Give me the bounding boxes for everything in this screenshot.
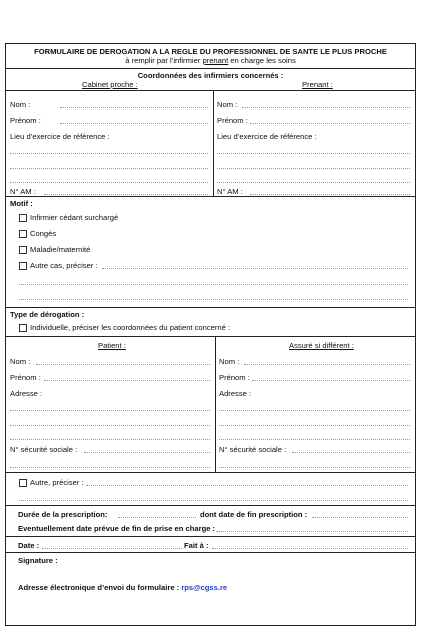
subtitle-underlined: prenant bbox=[202, 56, 229, 65]
nurse-left-lieu-field-3[interactable] bbox=[10, 182, 208, 183]
nurse-right-lieu-field-1[interactable] bbox=[217, 153, 410, 154]
nurse-right-prenom-field[interactable] bbox=[250, 123, 410, 124]
motif-label-maladie: Maladie/maternité bbox=[30, 245, 91, 254]
nurse-left-prenom-field[interactable] bbox=[60, 123, 208, 124]
assure-secu-field-1[interactable] bbox=[292, 452, 410, 453]
derogation-label-autre: Autre, préciser : bbox=[30, 478, 84, 487]
patient-nom-label: Nom : bbox=[10, 357, 31, 366]
divider-derogation-end bbox=[6, 505, 415, 506]
motif-autre-field-1[interactable] bbox=[102, 268, 408, 269]
motif-label-autre: Autre cas, préciser : bbox=[30, 261, 98, 270]
assure-adresse-field-3[interactable] bbox=[219, 439, 410, 440]
divider-prescription-end bbox=[6, 536, 415, 537]
motif-autre-field-3[interactable] bbox=[19, 299, 408, 300]
subtitle-after: en charge les soins bbox=[228, 56, 296, 65]
prescription-fin-label: dont date de fin prescription : bbox=[200, 510, 308, 519]
footer-date-field[interactable] bbox=[42, 548, 182, 549]
motif-autre-field-2[interactable] bbox=[19, 284, 408, 285]
patient-column-divider bbox=[215, 336, 216, 472]
assure-secu-field-2[interactable] bbox=[219, 467, 410, 468]
nurse-right-lieu-label: Lieu d’exercice de référence : bbox=[217, 132, 317, 141]
assure-nom-label: Nom : bbox=[219, 357, 240, 366]
nurse-left-nam-field[interactable] bbox=[44, 194, 208, 195]
nurses-heading: Coordonnées des infirmiers concernés : bbox=[137, 71, 284, 80]
patient-prenom-label: Prénom : bbox=[10, 373, 41, 382]
form-title: FORMULAIRE DE DEROGATION A LA REGLE DU PROFESSIONNEL DE SANTE LE PLUS PROCHE bbox=[34, 47, 387, 56]
divider-date-end bbox=[6, 552, 415, 553]
nurse-right-prenom-label: Prénom : bbox=[217, 116, 248, 125]
footer-email-label: Adresse électronique d’envoi du formulaire : bbox=[18, 583, 182, 592]
motif-label-conges: Congés bbox=[30, 229, 57, 238]
nurse-right-lieu-field-3[interactable] bbox=[217, 182, 410, 183]
assure-nom-field[interactable] bbox=[244, 364, 410, 365]
patient-nom-field[interactable] bbox=[36, 364, 210, 365]
patient-adresse-field-3[interactable] bbox=[10, 439, 210, 440]
divider-nurses-end bbox=[6, 196, 415, 197]
divider-derogation-head bbox=[6, 336, 415, 337]
derogation-autre-field-1[interactable] bbox=[86, 485, 408, 486]
footer-fait-label: Fait à : bbox=[184, 541, 209, 550]
assure-prenom-field[interactable] bbox=[252, 380, 410, 381]
nurse-right-nom-field[interactable] bbox=[242, 107, 410, 108]
motif-label-surcharge: Infirmier cédant surchargé bbox=[30, 213, 119, 222]
assure-adresse-field-1[interactable] bbox=[219, 410, 410, 411]
nurse-left-lieu-field-1[interactable] bbox=[10, 153, 208, 154]
prescription-duree-field[interactable] bbox=[118, 517, 196, 518]
prescription-prise-label: Eventuellement date prévue de fin de prise en charge : bbox=[18, 524, 216, 533]
prescription-duree-label: Durée de la prescription: bbox=[18, 510, 108, 519]
nurse-left-nom-field[interactable] bbox=[60, 107, 208, 108]
motif-checkbox-autre[interactable] bbox=[19, 262, 27, 270]
form-subtitle bbox=[6, 56, 415, 65]
footer-email-link[interactable]: rps@cgss.re bbox=[181, 583, 228, 592]
nurse-right-lieu-field-2[interactable] bbox=[217, 168, 410, 169]
footer-date-label: Date : bbox=[18, 541, 40, 550]
patient-secu-label: N° sécurité sociale : bbox=[10, 445, 78, 454]
derogation-checkbox-individual[interactable] bbox=[19, 324, 27, 332]
col-cabinet-proche: Cabinet proche : bbox=[82, 80, 138, 89]
assure-adresse-label: Adresse : bbox=[219, 389, 252, 398]
assure-adresse-field-2[interactable] bbox=[219, 425, 410, 426]
nurse-left-prenom-label: Prénom : bbox=[10, 116, 41, 125]
derogation-checkbox-autre[interactable] bbox=[19, 479, 27, 487]
prescription-fin-field[interactable] bbox=[312, 517, 408, 518]
motif-checkbox-surcharge[interactable] bbox=[19, 214, 27, 222]
nurse-left-lieu-field-2[interactable] bbox=[10, 168, 208, 169]
derogation-label-individual: Individuelle, préciser les coordonnées du patient concerné : bbox=[30, 323, 231, 332]
derogation-heading: Type de dérogation : bbox=[10, 310, 85, 319]
subtitle-before: à remplir par l’infirmier bbox=[125, 56, 203, 65]
patient-prenom-field[interactable] bbox=[44, 380, 210, 381]
nurse-right-nam-label: N° AM : bbox=[217, 187, 243, 196]
col-patient: Patient : bbox=[98, 341, 126, 350]
nurse-left-lieu-label: Lieu d’exercice de référence : bbox=[10, 132, 110, 141]
footer-fait-field[interactable] bbox=[212, 548, 408, 549]
footer-signature-label: Signature : bbox=[18, 556, 58, 565]
nurse-right-nom-label: Nom : bbox=[217, 100, 238, 109]
motif-heading: Motif : bbox=[10, 199, 33, 208]
col-prenant: Prenant : bbox=[302, 80, 333, 89]
derogation-form bbox=[5, 43, 416, 626]
assure-secu-label: N° sécurité sociale : bbox=[219, 445, 287, 454]
prescription-prise-field[interactable] bbox=[216, 531, 408, 532]
divider-patient-end bbox=[6, 472, 415, 473]
patient-adresse-field-2[interactable] bbox=[10, 425, 210, 426]
divider-motif-end bbox=[6, 307, 415, 308]
patient-secu-field-2[interactable] bbox=[10, 467, 210, 468]
derogation-autre-field-2[interactable] bbox=[19, 500, 408, 501]
nurse-right-nam-field[interactable] bbox=[250, 194, 410, 195]
footer-email-line bbox=[18, 583, 227, 592]
motif-checkbox-conges[interactable] bbox=[19, 230, 27, 238]
patient-adresse-label: Adresse : bbox=[10, 389, 43, 398]
nurse-left-nam-label: N° AM : bbox=[10, 187, 36, 196]
nurse-left-nom-label: Nom : bbox=[10, 100, 31, 109]
patient-secu-field-1[interactable] bbox=[84, 452, 210, 453]
nurses-column-divider bbox=[213, 90, 214, 196]
assure-prenom-label: Prénom : bbox=[219, 373, 250, 382]
col-assure: Assuré si différent : bbox=[289, 341, 354, 350]
divider-nurses-head bbox=[6, 90, 415, 91]
motif-checkbox-maladie[interactable] bbox=[19, 246, 27, 254]
divider-title bbox=[6, 68, 415, 69]
patient-adresse-field-1[interactable] bbox=[10, 410, 210, 411]
